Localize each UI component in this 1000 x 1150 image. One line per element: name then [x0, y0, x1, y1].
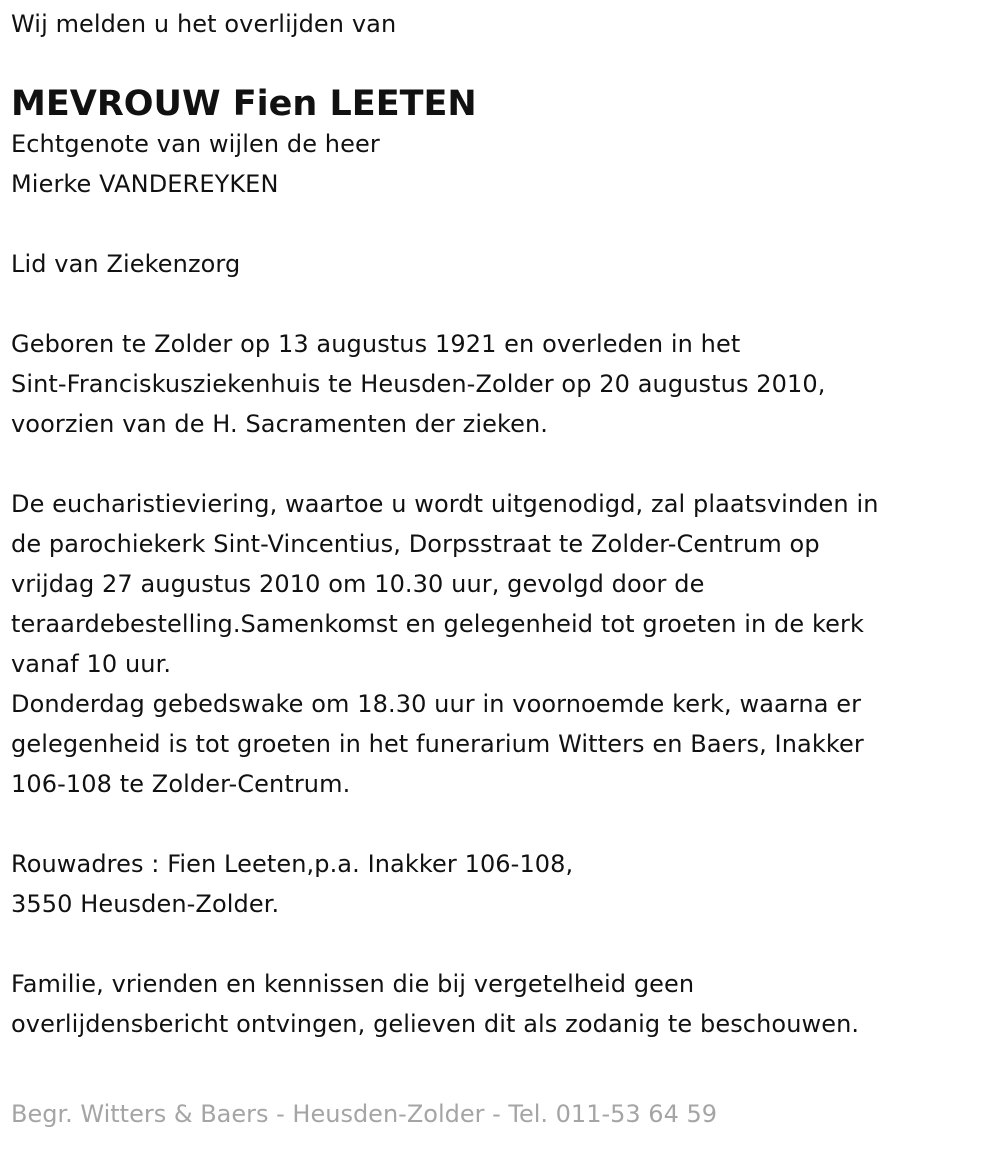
paragraph-line: De eucharistieviering, waartoe u wordt uitgenodigd, zal plaatsvinden in	[11, 490, 879, 518]
paragraph-line: gelegenheid is tot groeten in het funerarium Witters en Baers, Inakker	[11, 730, 864, 758]
birth-death-paragraph	[11, 324, 1000, 444]
paragraph-line: 106-108 te Zolder-Centrum.	[11, 770, 351, 798]
spacer	[11, 444, 1000, 484]
deceased-name: MEVROUW Fien LEETEN	[11, 84, 477, 124]
notice-paragraph	[11, 964, 1000, 1044]
funeral-home-footer: Begr. Witters & Baers - Heusden-Zolder - Tel. 011-53 64 59	[11, 1100, 718, 1128]
paragraph-line: Familie, vrienden en kennissen die bij vergetelheid geen	[11, 970, 695, 998]
paragraph-line: vrijdag 27 augustus 2010 om 10.30 uur, gevolgd door de	[11, 570, 705, 598]
paragraph-line: voorzien van de H. Sacramenten der zieken.	[11, 410, 549, 438]
paragraph-line: overlijdensbericht ontvingen, gelieven dit als zodanig te beschouwen.	[11, 1010, 860, 1038]
spacer	[11, 924, 1000, 964]
spouse-line-1: Echtgenote van wijlen de heer	[11, 130, 380, 158]
spouse-line-2: Mierke VANDEREYKEN	[11, 170, 279, 198]
spacer	[11, 204, 1000, 244]
paragraph-line: Donderdag gebedswake om 18.30 uur in voornoemde kerk, waarna er	[11, 690, 862, 718]
spacer	[11, 804, 1000, 844]
address-line: 3550 Heusden-Zolder.	[11, 890, 280, 918]
mourning-address	[11, 844, 1000, 924]
paragraph-line: teraardebestelling.Samenkomst en gelegenheid tot groeten in de kerk	[11, 610, 864, 638]
paragraph-line: vanaf 10 uur.	[11, 650, 172, 678]
paragraph-line: Geboren te Zolder op 13 augustus 1921 en overleden in het	[11, 330, 741, 358]
ceremony-paragraph	[11, 484, 1000, 804]
spacer	[11, 284, 1000, 324]
address-line: Rouwadres : Fien Leeten,p.a. Inakker 106-108,	[11, 850, 574, 878]
paragraph-line: Sint-Franciskusziekenhuis te Heusden-Zolder op 20 augustus 2010,	[11, 370, 826, 398]
intro-text: Wij melden u het overlijden van	[11, 10, 397, 38]
membership-text: Lid van Ziekenzorg	[11, 250, 241, 278]
paragraph-line: de parochiekerk Sint-Vincentius, Dorpsstraat te Zolder-Centrum op	[11, 530, 820, 558]
